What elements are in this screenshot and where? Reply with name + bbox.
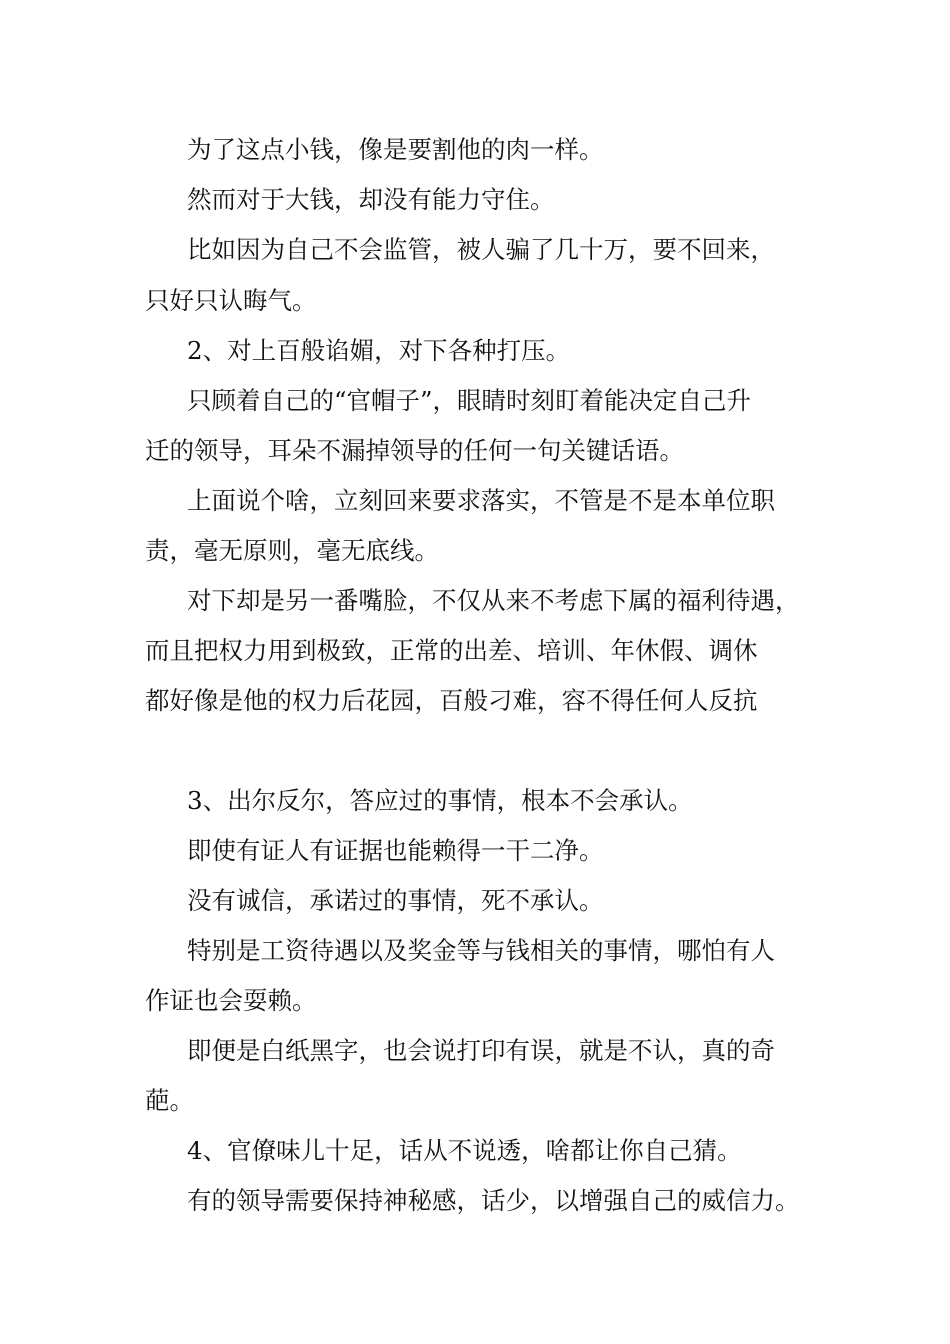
paragraph-line: 只好只认晦气。 (145, 286, 317, 315)
paragraph-line: 而且把权力用到极致，正常的出差、培训、年休假、调休 (145, 636, 758, 665)
paragraph-line: 然而对于大钱，却没有能力守住。 (187, 185, 555, 214)
section-heading: 4、官僚味儿十足，话从不说透，啥都让你自己猜。 (187, 1136, 742, 1165)
paragraph-line: 即使有证人有证据也能赖得一干二净。 (187, 836, 604, 865)
paragraph-line: 有的领导需要保持神秘感，话少，以增强自己的威信力。 (187, 1186, 800, 1215)
paragraph-line: 迁的领导，耳朵不漏掉领导的任何一句关键话语。 (145, 436, 684, 465)
paragraph-line: 特别是工资待遇以及奖金等与钱相关的事情，哪怕有人 (187, 936, 775, 965)
paragraph-line: 作证也会耍赖。 (145, 986, 317, 1015)
section-heading: 2、对上百般谄媚，对下各种打压。 (187, 336, 571, 365)
paragraph-line: 对下却是另一番嘴脸，不仅从来不考虑下属的福利待遇， (187, 586, 800, 615)
paragraph-line: 上面说个啥，立刻回来要求落实，不管是不是本单位职 (187, 486, 775, 515)
paragraph-line: 比如因为自己不会监管，被人骗了几十万，要不回来， (187, 235, 775, 264)
paragraph-line: 为了这点小钱，像是要割他的肉一样。 (187, 135, 604, 164)
paragraph-line: 都好像是他的权力后花园，百般刁难，容不得任何人反抗 (145, 686, 758, 715)
paragraph-line: 只顾着自己的“官帽子”，眼睛时刻盯着能决定自己升 (187, 386, 752, 415)
paragraph-line: 责，毫无原则，毫无底线。 (145, 536, 439, 565)
section-heading: 3、出尔反尔，答应过的事情，根本不会承认。 (187, 786, 693, 815)
paragraph-line: 葩。 (145, 1086, 194, 1115)
paragraph-line: 没有诚信，承诺过的事情，死不承认。 (187, 886, 604, 915)
paragraph-line: 即便是白纸黑字，也会说打印有误，就是不认，真的奇 (187, 1036, 775, 1065)
